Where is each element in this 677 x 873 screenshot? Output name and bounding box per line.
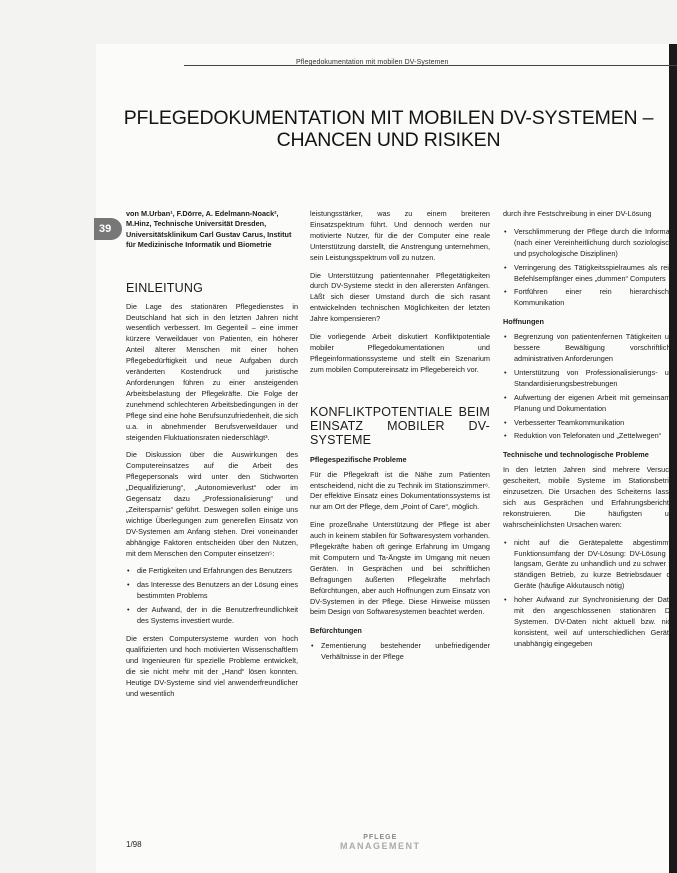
list-item: • nicht auf die Gerätepalette abgestimmter Funktionsumfang der DV-Lösung: DV-Lösung zu langsam, Geräte zu unhandlich und zu schwer für ständigen Betrieb, zu kurze Betriebsdauer der Geräte (häufige Akkutausch nötig) bbox=[503, 538, 677, 593]
running-header: Pflegedokumentation mit mobilen DV-Systemen bbox=[296, 59, 449, 66]
list-item: • Fortführen einer rein hierarchischen Kommunikation bbox=[503, 287, 677, 309]
magazine-logo bbox=[340, 834, 421, 850]
article-title: PFLEGEDOKUMENTATION MIT MOBILEN DV-SYSTEMEN – CHANCEN UND RISIKEN bbox=[123, 107, 654, 151]
section-heading-einleitung: EINLEITUNG bbox=[126, 280, 204, 295]
paragraph: In den letzten Jahren sind mehrere Versuche gescheitert, mobile Systeme im Stationsbetrieb einzusetzen. Die Ursachen des Scheiterns lassen sich aus Gesprächen und Erfahrungsberichten rekonstruieren. Die häufigsten und wahrscheinlichsten Ursachen waren: bbox=[503, 465, 677, 529]
subheading: Hoffnungen bbox=[503, 317, 544, 327]
subheading: Befürchtungen bbox=[310, 626, 362, 636]
paragraph: durch ihre Festschreibung in einer DV-Lösung bbox=[503, 209, 652, 218]
bullet-list bbox=[126, 566, 298, 627]
paragraph: Die Lage des stationären Pflegedienstes in Deutschland hat sich in den letzten Jahren nicht wesentlich verbessert. Im Gegenteil – eine immer kürzere Verweildauer von Patienten, ein höherer Anteil älterer Menschen mit einer hohen Pflegebedürftigkeit und neue Aufgaben durch veränderten Kostendruck und juristische Anforderungen führen zu einer ansteigenden Arbeitsbelastung der Pflegekräfte. Die Folge der zunehmend schlechteren Arbeitsbedingungen in der Pflege sind eine hohe Berufsunzufriedenheit, die sich u.a. in abnehmender Berufsverweildauer und steigenden Fluktuationsraten niederschlägt³. bbox=[126, 301, 298, 442]
list-item: • der Aufwand, der in die Benutzerfreundlichkeit des Systems investiert wurde. bbox=[126, 605, 298, 627]
paragraph: Die Unterstützung patientennaher Pflegetätigkeiten durch DV-Systeme steckt in den allerersten Anfängen. Läßt sich dieser Umstand durch die sich rasant entwickelnden technischen Möglichkeiten der letzten Jahre kompensieren? bbox=[310, 270, 490, 324]
section-heading-konfliktpotentiale: KONFLIKTPOTENTIALE BEIM EINSATZ MOBILER DV-SYSTEME bbox=[310, 404, 490, 447]
header-rule bbox=[184, 65, 677, 66]
paragraph: Die vorliegende Arbeit diskutiert Konfliktpotentiale mobiler Pflegedokumentationen und Pflegeinformationssysteme und stellt ein Szenarium zum mobilen Computereinsatz im Pflegebereich vor. bbox=[310, 332, 490, 374]
list-item: • Verschlimmerung der Pflege durch die Informatik (nach einer Vereinheitlichung durch soziologische und psychologische Disziplinen) bbox=[503, 227, 677, 260]
paragraph: Für die Pflegekraft ist die Nähe zum Patienten entscheidend, nicht die zu Technik im Stationszimmer⁶. Der effektive Einsatz eines Dokumentationssystems ist nur am Ort der Pflege, dem „Point of Care“, möglich. bbox=[310, 469, 490, 512]
subheading: Technische und technologische Probleme bbox=[503, 450, 649, 460]
column-1 bbox=[126, 209, 298, 807]
bullet-list bbox=[310, 641, 490, 663]
paragraph: Eine prozeßnahe Unterstützung der Pflege ist aber auch in keinem stabilen für Softwaresystem vorhanden. Pflegekräfte haben oft geringe Erfahrung im Umgang mit Computern und Ta-Ängste im Umgang mit neuen Geräten. In Gesprächen und bei schriftlichen Befragungen äußerten Pflegekräfte mehrfach Befürchtungen, aber auch Hoffnungen zum Einsatz von DV-Systemen in der Pflege. Diese Hinweise müssen beim Design von Softwaresystemen beachtet werden. bbox=[310, 520, 490, 617]
column-3 bbox=[503, 209, 677, 849]
paragraph: Die Diskussion über die Auswirkungen des Computereinsatzes auf die Arbeit des Pflegepersonals wird unter den Stichworten „Dequalifizierung“, „Autonomieverlust“ oder im Gegensatz dazu „Professionalisierung“ und „Zeitersparnis“ geführt. Deswegen sollen einige uns wichtige Überlegungen zum generellen Einsatz von DV-Systemen am Anfang stehen. Drei voneinander abhängige Faktoren entscheiden über den Nutzen, mit dem Menschen den Computer einsetzen⁵: bbox=[126, 450, 298, 558]
paragraph: Die ersten Computersysteme wurden von hoch qualifizierten und hoch motivierten Wissenschaftlern und Ingenieuren für spezielle Probleme entwickelt, die sie nicht mehr mit der „Hand“ lösen konnten. Heutige DV-Systeme sind viel anwenderfreundlicher und wesentlich bbox=[126, 634, 298, 698]
bullet-list bbox=[503, 332, 677, 442]
bullet-list bbox=[503, 227, 677, 309]
logo-line-1: PFLEGE bbox=[363, 834, 398, 841]
bullet-list bbox=[503, 538, 677, 650]
column-2 bbox=[310, 209, 490, 849]
page-badge: 39 bbox=[94, 218, 122, 240]
page-number: 1/98 bbox=[126, 840, 142, 849]
list-item: • Begrenzung von patientenfernen Tätigkeiten und bessere Bewältigung vorschriftlicher administrativen Anforderungen bbox=[503, 332, 677, 365]
list-item: • die Fertigkeiten und Erfahrungen des Benutzers bbox=[126, 566, 298, 577]
author-block: von M.Urban¹, F.Dörre, A. Edelmann-Noack², M.Hinz, Technische Universität Dresden, Universitätsklinikum Carl Gustav Carus, Institut für Medizinische Informatik und Biometrie bbox=[126, 209, 292, 250]
list-item: • hoher Aufwand zur Synchronisierung der Daten mit den angeschlossenen stationären DV-Systemen. DV-Daten nicht aktuell bzw. nicht konsistent, weil auf unterschiedlichen Geräten unabhängig eingegeben bbox=[503, 595, 677, 650]
list-item: • Unterstützung von Professionalisierungs- und Standardisierungsbestrebungen bbox=[503, 368, 677, 390]
logo-line-2: MANAGEMENT bbox=[340, 841, 421, 851]
list-item: • Verringerung des Tätigkeitsspielraumes als reine Befehlsempfänger eines „dummen“ Computers bbox=[503, 263, 677, 285]
list-item: • das Interesse des Benutzers an der Lösung eines bestimmten Problems bbox=[126, 580, 298, 602]
list-item: • Zementierung bestehender unbefriedigender Verhältnisse in der Pflege bbox=[310, 641, 490, 663]
list-item: • Aufwertung der eigenen Arbeit mit gemeinsamer Planung und Dokumentation bbox=[503, 393, 677, 415]
subheading: Pflegespezifische Probleme bbox=[310, 454, 407, 464]
paragraph: leistungsstärker, was zu einem breiteren Einsatzspektrum führt. Und dennoch werden nur motivierte Nutzer, für die der Computer eine reale Unterstützung darstellt, die Anstrengung unternehmen, sein Leistungsspektrum voll zu nutzen. bbox=[310, 209, 490, 262]
list-item: • Verbesserter Teamkommunikation bbox=[503, 418, 677, 429]
list-item: • Reduktion von Telefonaten und „Zettelwegen“ bbox=[503, 431, 677, 442]
